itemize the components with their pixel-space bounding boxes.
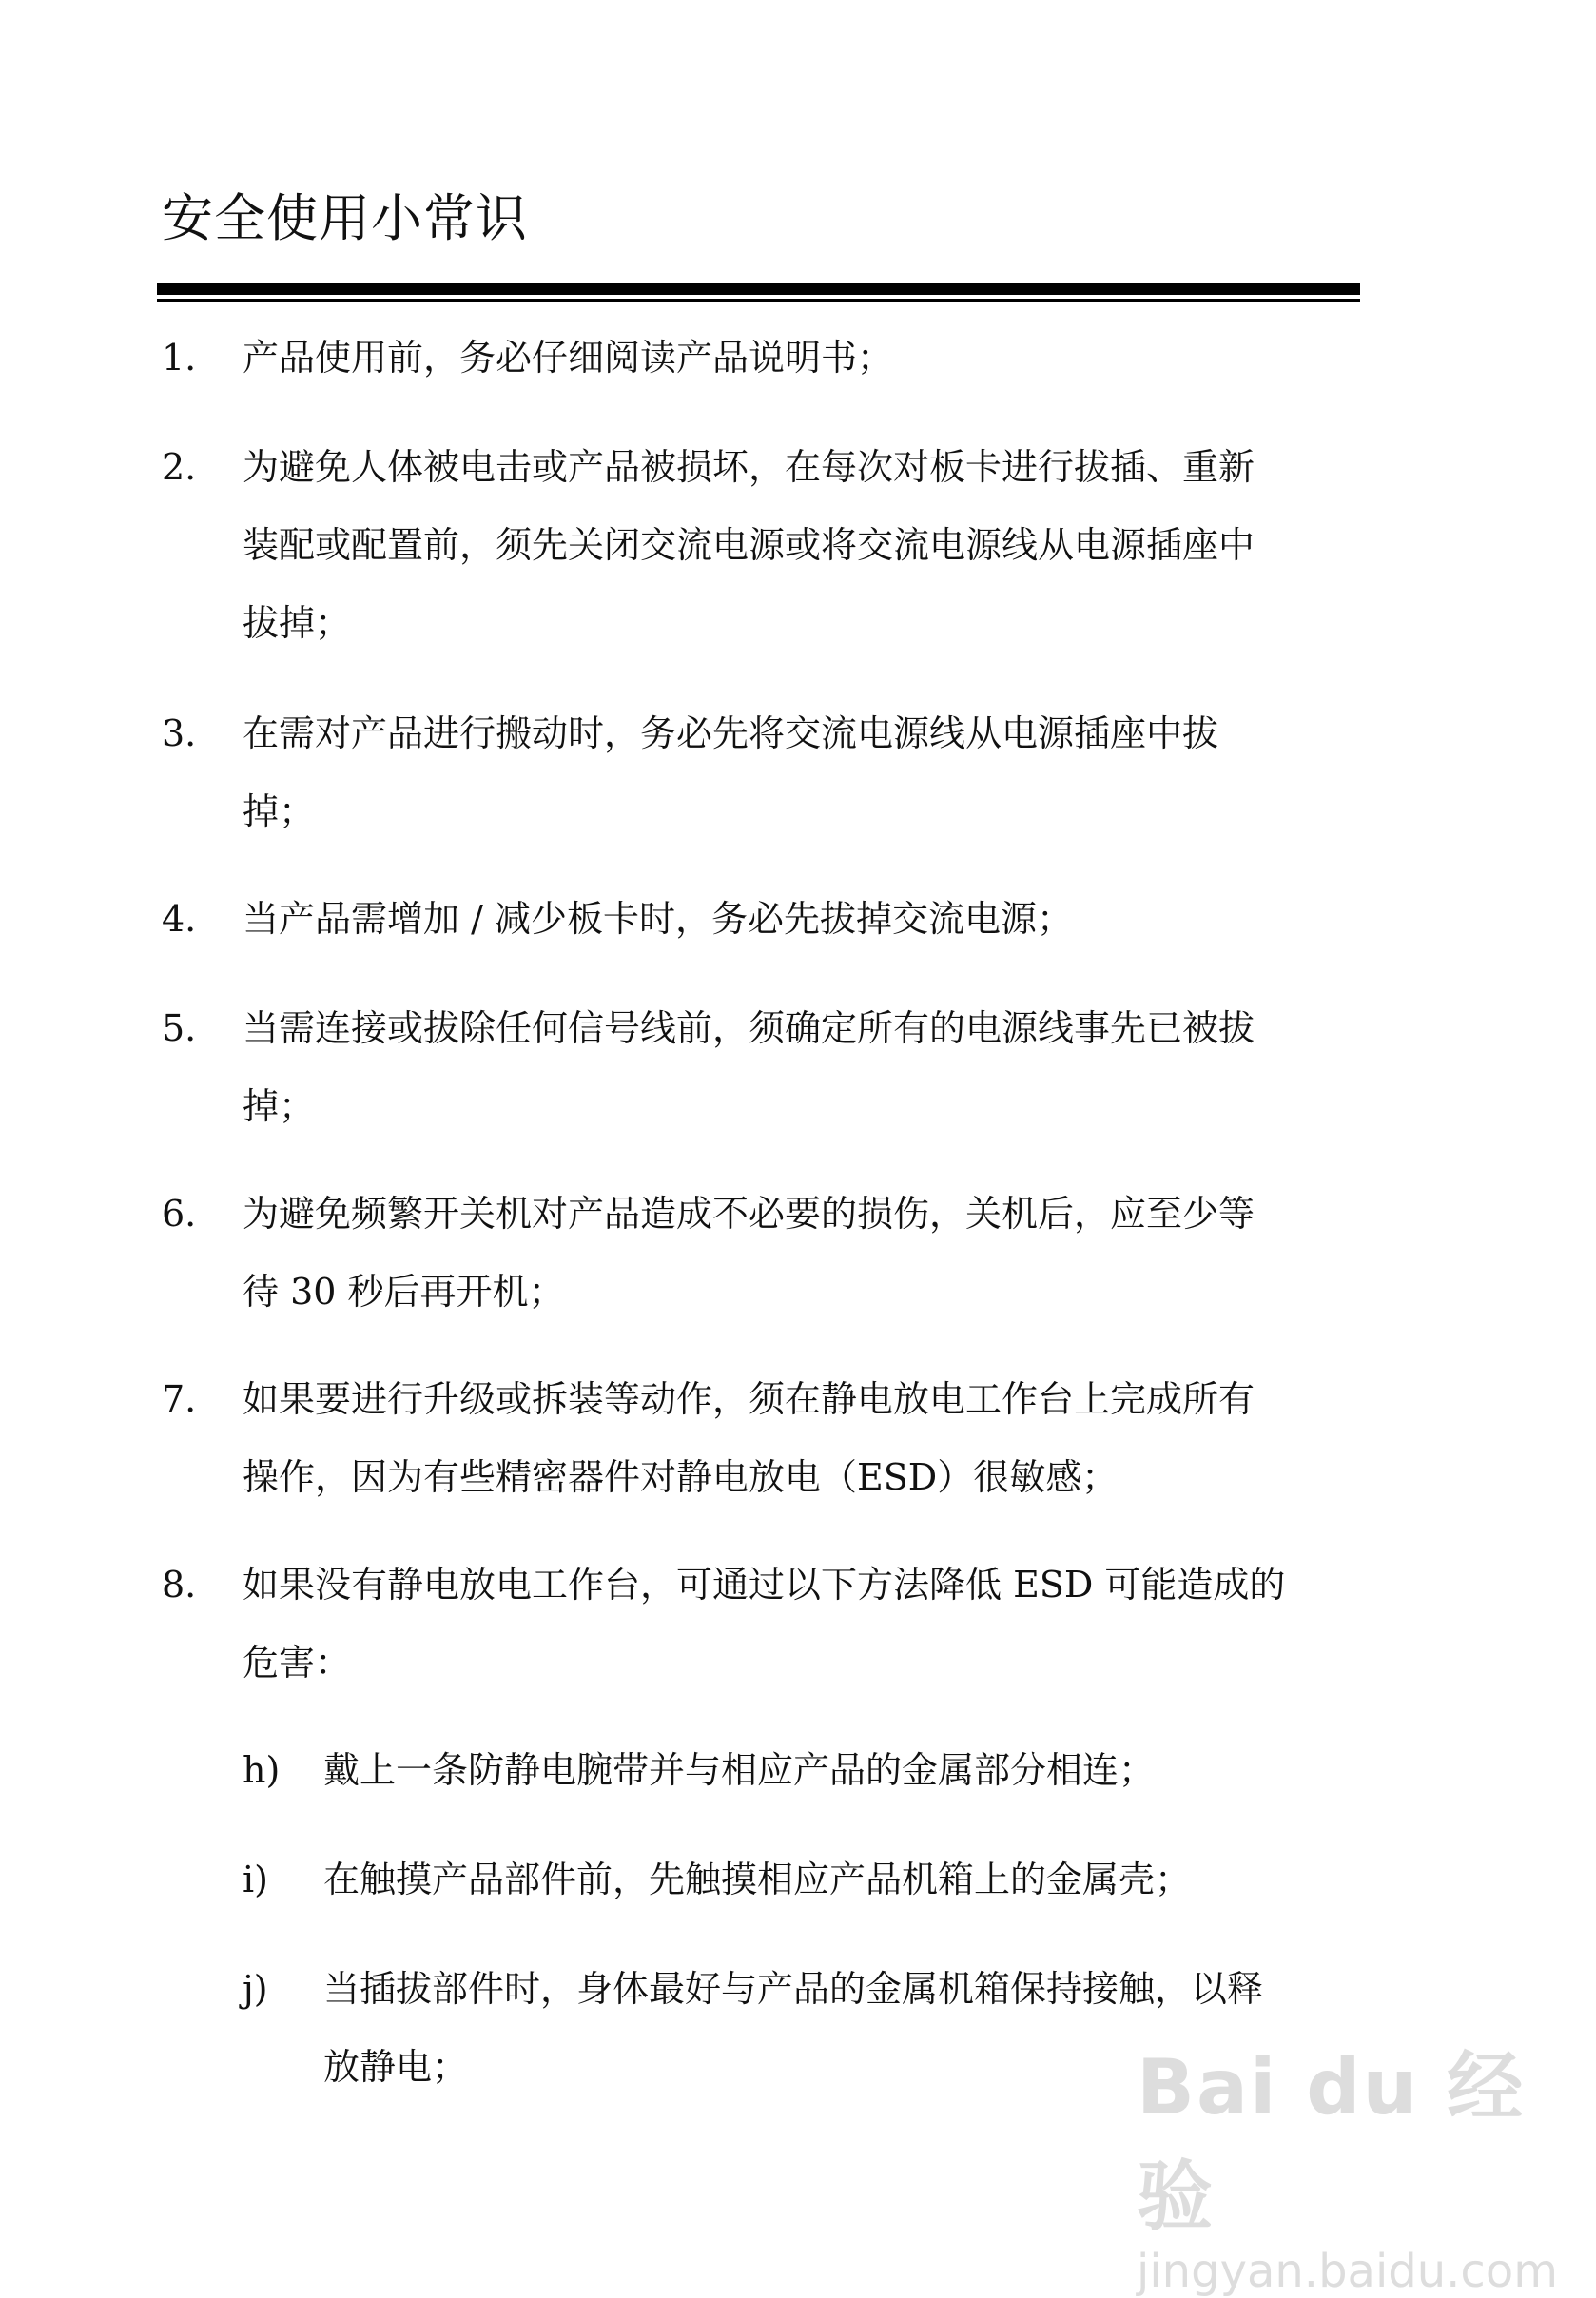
item-line: 产品使用前，务必仔细阅读产品说明书； — [243, 337, 894, 379]
item-line: 拔掉； — [243, 602, 352, 644]
watermark-url: jingyan.baidu.com — [1137, 2245, 1558, 2298]
sub-item-letter: i) — [243, 1859, 268, 1900]
item-line: 当产品需增加 / 减少板卡时，务必先拔掉交流电源； — [243, 898, 1073, 940]
item-line: 在需对产品进行搬动时，务必先将交流电源线从电源插座中拔 — [243, 712, 1219, 754]
item-line: 掉； — [243, 1085, 316, 1127]
item-line: 在触摸产品部件前，先触摸相应产品机箱上的金属壳； — [323, 1859, 1192, 1900]
item-line: 如果没有静电放电工作台，可通过以下方法降低 ESD 可能造成的 — [243, 1564, 1286, 1606]
item-number: 8. — [162, 1564, 197, 1606]
title-rule-thin — [157, 299, 1360, 302]
item-number: 3. — [162, 712, 197, 754]
item-number: 5. — [162, 1007, 197, 1049]
item-line: 装配或配置前，须先关闭交流电源或将交流电源线从电源插座中 — [243, 524, 1255, 566]
item-number: 6. — [162, 1193, 197, 1235]
sub-item-letter: h) — [243, 1749, 281, 1791]
title-rule-thick — [157, 283, 1360, 295]
item-number: 7. — [162, 1378, 197, 1420]
watermark-brand: Bai du 经验 — [1137, 2043, 1526, 2241]
item-line: 为避免人体被电击或产品被损坏，在每次对板卡进行拔插、重新 — [243, 446, 1255, 488]
item-line: 操作，因为有些精密器件对静电放电（ESD）很敏感； — [243, 1456, 1119, 1498]
page-title: 安全使用小常识 — [162, 188, 528, 248]
item-line: 如果要进行升级或拆装等动作，须在静电放电工作台上完成所有 — [243, 1378, 1255, 1420]
item-line: 放静电； — [323, 2046, 469, 2088]
item-number: 2. — [162, 446, 197, 488]
item-line: 当需连接或拔除任何信号线前，须确定所有的电源线事先已被拔 — [243, 1007, 1255, 1049]
sub-item-letter: j) — [243, 1968, 268, 2010]
item-line: 掉； — [243, 790, 316, 832]
item-number: 4. — [162, 898, 197, 940]
item-line: 为避免频繁开关机对产品造成不必要的损伤，关机后，应至少等 — [243, 1193, 1255, 1235]
baidu-watermark — [1137, 2026, 1596, 2298]
item-line: 危害： — [243, 1642, 352, 1684]
item-line: 当插拔部件时，身体最好与产品的金属机箱保持接触，以释 — [323, 1968, 1264, 2010]
item-number: 1. — [162, 337, 197, 379]
item-line: 戴上一条防静电腕带并与相应产品的金属部分相连； — [323, 1749, 1156, 1791]
item-line: 待 30 秒后再开机； — [243, 1271, 565, 1313]
